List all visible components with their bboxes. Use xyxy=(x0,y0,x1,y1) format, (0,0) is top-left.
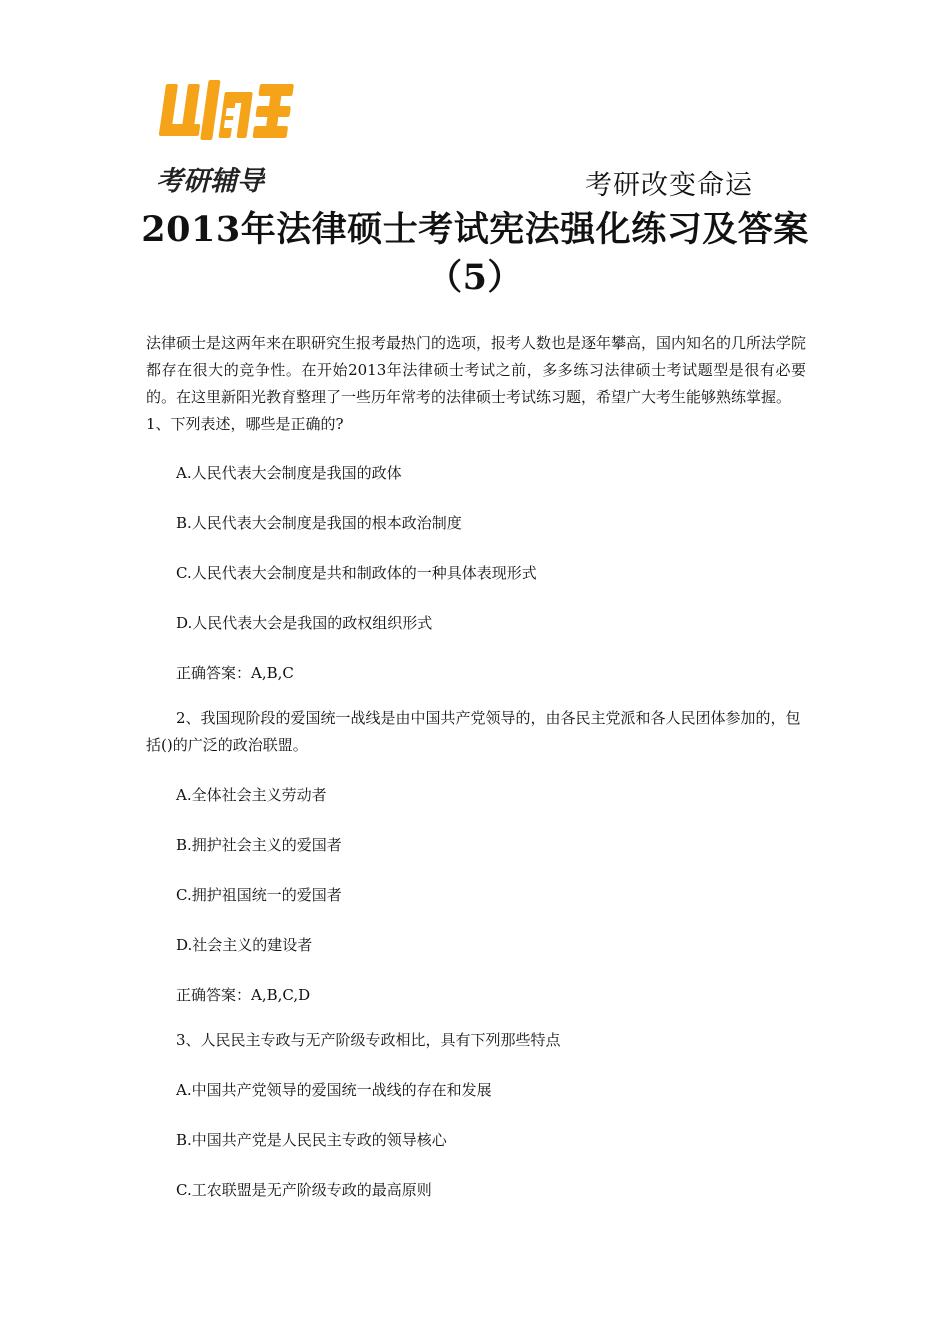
question-1-option-d: D.人民代表大会是我国的政权组织形式 xyxy=(176,614,433,632)
document-body xyxy=(146,330,806,1204)
question-1-answer: 正确答案：A,B,C xyxy=(176,664,294,682)
question-2-answer: 正确答案：A,B,C,D xyxy=(176,986,311,1004)
question-2-option-a: A.全体社会主义劳动者 xyxy=(176,786,327,804)
logo-mark xyxy=(150,70,310,200)
question-1-option-c: C.人民代表大会制度是共和制政体的一种具体表现形式 xyxy=(176,564,537,582)
question-2-option-c: C.拥护祖国统一的爱国者 xyxy=(176,886,342,904)
question-2-option-b: B.拥护社会主义的爱国者 xyxy=(176,836,342,854)
question-3-option-b: B.中国共产党是人民民主专政的领导核心 xyxy=(176,1131,447,1149)
page-title: 2013年法律硕士考试宪法强化练习及答案（5） xyxy=(141,209,809,298)
question-3-option-a: A.中国共产党领导的爱国统一战线的存在和发展 xyxy=(176,1081,492,1099)
logo-caption: 考研辅导 xyxy=(156,166,264,197)
brand-logo xyxy=(150,70,310,200)
question-2-option-d: D.社会主义的建设者 xyxy=(176,936,313,954)
question-3-option-c: C.工农联盟是无产阶级专政的最高原则 xyxy=(176,1181,432,1199)
question-3-stem: 3、人民民主专政与无产阶级专政相比，具有下列那些特点 xyxy=(176,1031,561,1049)
question-1-option-b: B.人民代表大会制度是我国的根本政治制度 xyxy=(176,514,462,532)
intro-paragraph: 法律硕士是这两年来在职研究生报考最热门的选项，报考人数也是逐年攀高，国内知名的几所法学院都存在很大的竞争性。在开始2013年法律硕士考试之前，多多练习法律硕士考试题型是很有必要的。在这里新阳光教育整理了一些历年常考的法律硕士考试练习题，希望广大考生能够熟练掌握。 xyxy=(146,334,807,406)
question-1-option-a: A.人民代表大会制度是我国的政体 xyxy=(176,464,402,482)
question-1-stem: 1、下列表述，哪些是正确的? xyxy=(146,415,344,433)
slogan: 考研改变命运 xyxy=(585,170,753,201)
question-2-stem: 2、我国现阶段的爱国统一战线是由中国共产党领导的，由各民主党派和各人民团体参加的，包括()的广泛的政治联盟。 xyxy=(146,709,801,754)
